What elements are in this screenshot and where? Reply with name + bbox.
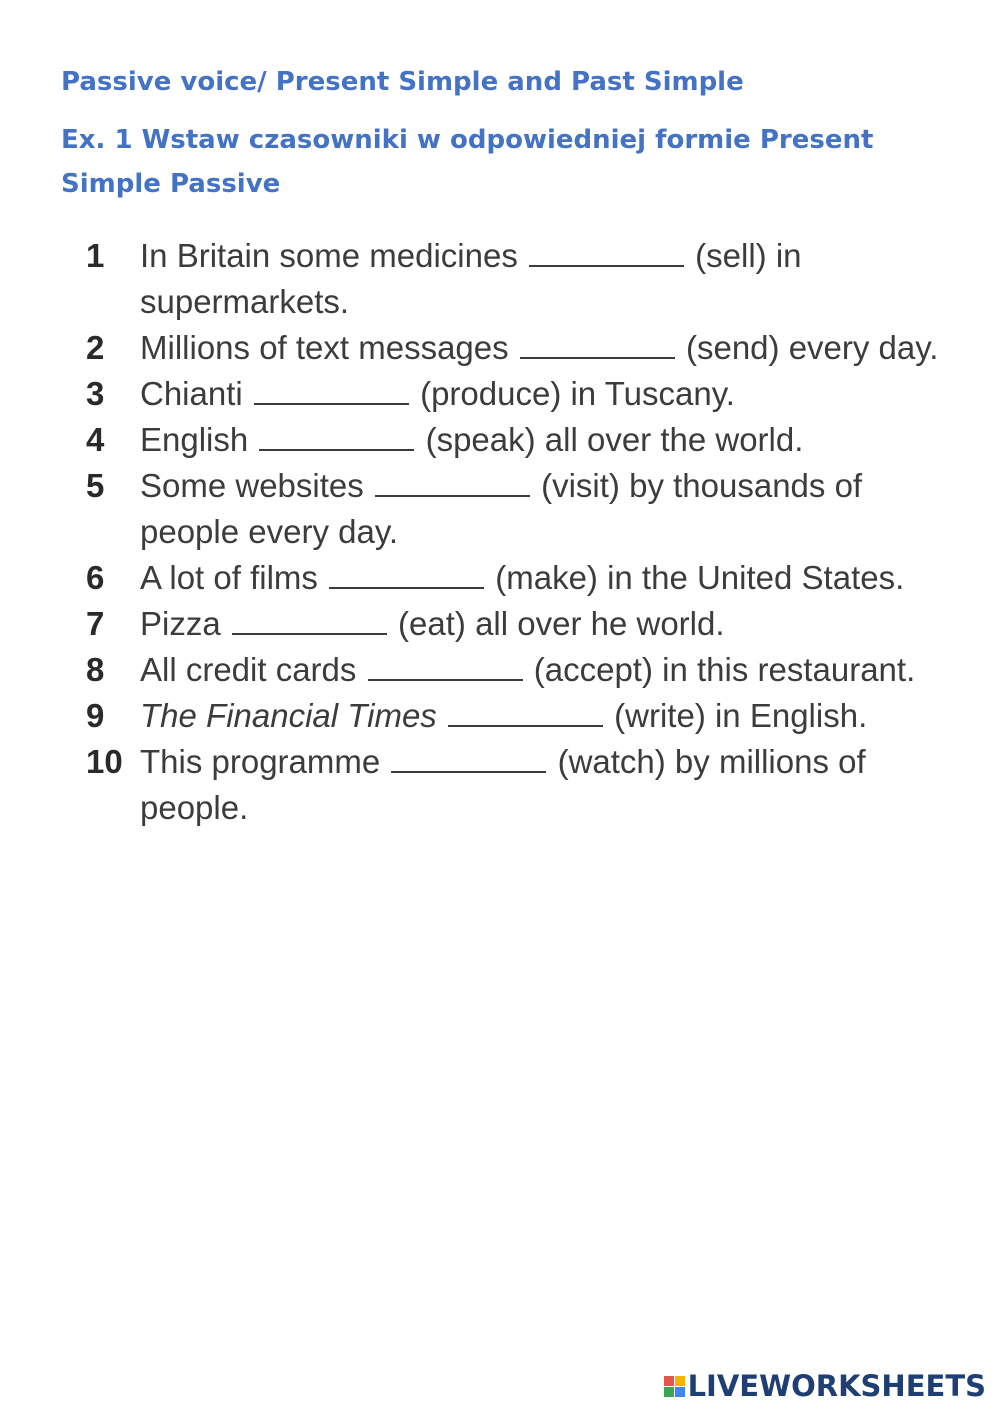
item-sentence <box>140 325 946 371</box>
exercise-item-1 <box>86 233 946 325</box>
sentence-end: (watch) by millions of people. <box>140 743 866 826</box>
sentence-start: The Financial Times <box>140 697 437 734</box>
exercise-item-7 <box>86 601 946 647</box>
item-number: 6 <box>86 559 105 596</box>
item-number: 1 <box>86 237 105 274</box>
answer-blank[interactable] <box>232 601 387 635</box>
sentence-start: English <box>140 421 249 458</box>
item-number: 5 <box>86 467 105 504</box>
answer-blank[interactable] <box>259 417 414 451</box>
item-number: 9 <box>86 697 105 734</box>
liveworksheets-logo <box>664 1366 986 1406</box>
item-sentence <box>140 463 946 555</box>
exercise-item-8 <box>86 647 946 693</box>
page-title: Passive voice/ Present Simple and Past Simple <box>61 67 744 97</box>
item-sentence <box>140 555 946 601</box>
sentence-end: (produce) in Tuscany. <box>420 375 735 412</box>
answer-blank[interactable] <box>254 371 409 405</box>
sentence-end: (eat) all over he world. <box>398 605 725 642</box>
sentence-start: Some websites <box>140 467 364 504</box>
sentence-end: (send) every day. <box>685 329 939 366</box>
exercise-item-3 <box>86 371 946 417</box>
item-sentence <box>140 233 946 325</box>
item-sentence <box>140 739 946 831</box>
sentence-end: (speak) all over the world. <box>425 421 804 458</box>
item-number: 10 <box>86 743 123 780</box>
sentence-start: Chianti <box>140 375 243 412</box>
item-number: 3 <box>86 375 105 412</box>
sentence-start: Pizza <box>140 605 221 642</box>
item-number: 4 <box>86 421 105 458</box>
answer-blank[interactable] <box>391 739 546 773</box>
exercise-item-4 <box>86 417 946 463</box>
item-sentence <box>140 417 946 463</box>
answer-blank[interactable] <box>448 693 603 727</box>
logo-text: LIVEWORKSHEETS <box>687 1369 986 1403</box>
item-sentence <box>140 693 946 739</box>
item-sentence <box>140 601 946 647</box>
item-number: 7 <box>86 605 105 642</box>
exercise-item-9 <box>86 693 946 739</box>
sentence-end: (make) in the United States. <box>495 559 905 596</box>
exercise-item-5 <box>86 463 946 555</box>
answer-blank[interactable] <box>368 647 523 681</box>
logo-square <box>664 1387 674 1397</box>
item-sentence <box>140 647 946 693</box>
sentence-start: All credit cards <box>140 651 357 688</box>
item-sentence <box>140 371 946 417</box>
sentence-start: In Britain some medicines <box>140 237 518 274</box>
logo-square <box>675 1376 685 1386</box>
exercise-list <box>86 233 946 831</box>
item-number: 8 <box>86 651 105 688</box>
answer-blank[interactable] <box>375 463 530 497</box>
logo-square <box>675 1387 685 1397</box>
sentence-end: (visit) by thousands of people every day. <box>140 467 863 550</box>
sentence-end: (sell) in supermarkets. <box>140 237 802 320</box>
answer-blank[interactable] <box>520 325 675 359</box>
exercise-item-6 <box>86 555 946 601</box>
logo-square <box>664 1376 674 1386</box>
exercise-item-10 <box>86 739 946 831</box>
sentence-start: Millions of text messages <box>140 329 509 366</box>
sentence-start: A lot of films <box>140 559 318 596</box>
sentence-end: (write) in English. <box>614 697 868 734</box>
answer-blank[interactable] <box>329 555 484 589</box>
liveworksheets-logo-icon <box>664 1376 685 1397</box>
sentence-end: (accept) in this restaurant. <box>533 651 916 688</box>
item-number: 2 <box>86 329 105 366</box>
exercise-instruction: Ex. 1 Wstaw czasowniki w odpowiedniej formie Present Simple Passive <box>61 125 874 199</box>
sentence-start: This programme <box>140 743 381 780</box>
answer-blank[interactable] <box>529 233 684 267</box>
exercise-item-2 <box>86 325 946 371</box>
